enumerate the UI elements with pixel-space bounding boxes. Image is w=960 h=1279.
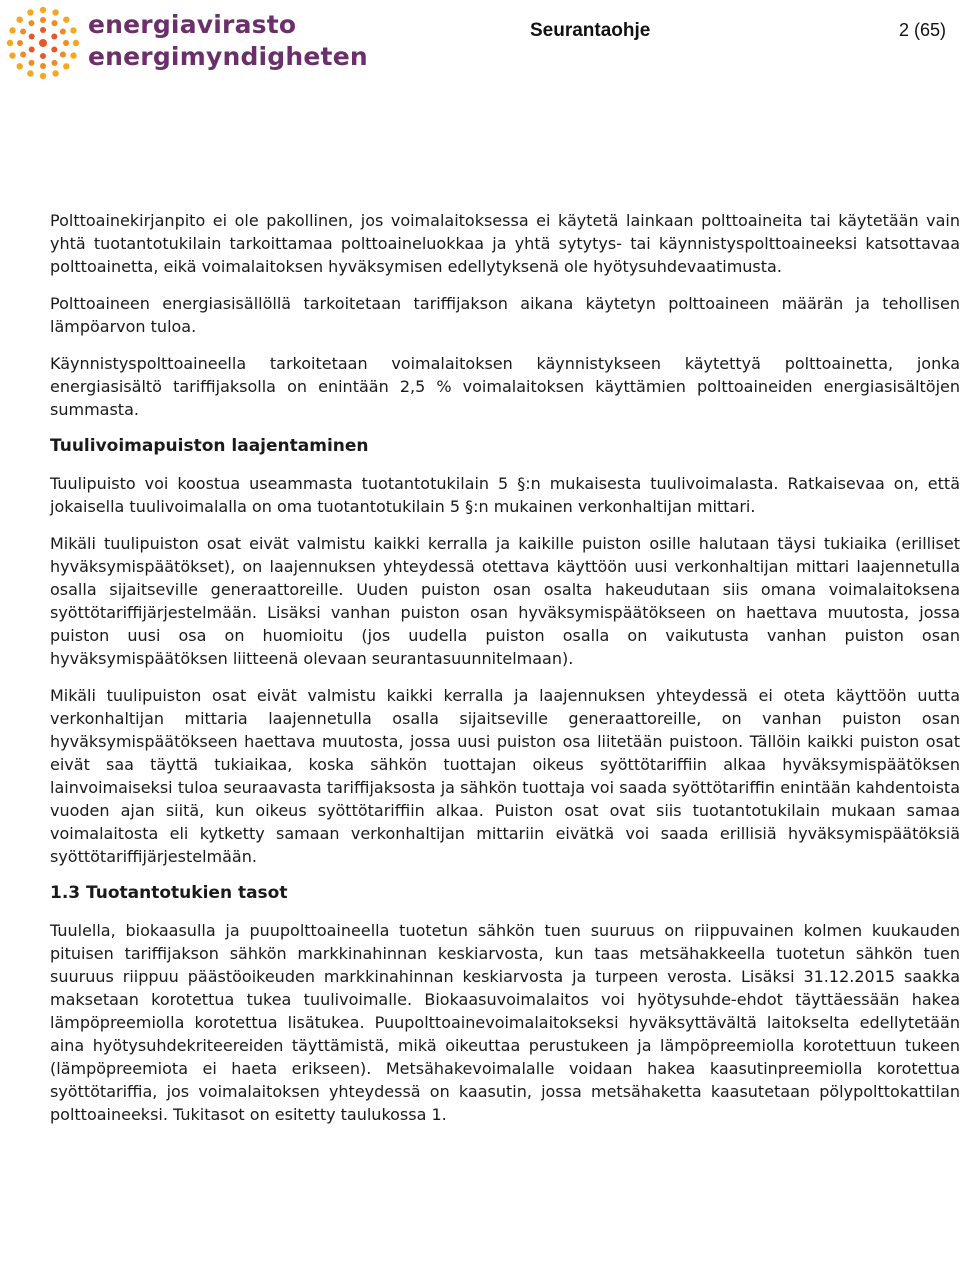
- document-body: [50, 209, 960, 1140]
- heading-wind-park-expansion: Tuulivoimapuiston laajentaminen: [50, 436, 369, 456]
- paragraph-fuel-energy-content: Polttoaineen energiasisällöllä tarkoitetaan tariffijakson aikana käytetyn polttoaineen määrän ja tehollisen lämpöarvon tuloa.: [50, 294, 960, 336]
- energiavirasto-logo: [4, 4, 368, 82]
- page-number: 2 (65): [898, 20, 946, 40]
- document-title: Seurantaohje: [530, 20, 651, 41]
- paragraph-startup-fuel: Käynnistyspolttoaineella tarkoitetaan voimalaitoksen käynnistykseen käytettyä polttoainetta, jonka energiasisältö tariffijaksolla on enintään 2,5 % voimalaitoksen käyttämien polttoaineiden energiasisältöjen summasta.: [50, 354, 960, 419]
- paragraph-support-levels: Tuulella, biokaasulla ja puupolttoaineella tuotetun sähkön tuen suuruus on riippuvainen kolmen kuukauden pituisen tariffijakson sähkön markkinahinnan keskiarvosta, kun taas metsähakkeella tuotetun sähkön tuen suuruus riippuu päästöoikeuden markkinahinnan keskiarvosta ja turpeen verosta. Lisäksi 31.12.2015 saakka maksetaan korotettua tukea tuulivoimalle. Biokaasuvoimalaitos voi hyötysuhde-ehdot täyttäessään hakea lämpöpreemiolla korotettua lisätukea. Puupolttoainevoimalaitokseksi hyväksyttävältä laitokselta edellytetään aina hyötysuhdekriteereiden täyttämistä, mikä oikeuttaa perustukeen ja lämpöpreemiolla korotettuun tukeen (lämpöpreemiota ei haeta erikseen). Metsähakevoimalalle voidaan hakea kaasutinpreemiolla korotettua syöttötariffia, jos voimalaitoksen yhteydessä on kaasutin, jossa metsähaketta kaasutetaan pölypolttokattilan polttoaineeksi. Tukitasot on esitetty taulukossa 1.: [50, 921, 960, 1124]
- paragraph-separate-decisions: Mikäli tuulipuiston osat eivät valmistu kaikki kerralla ja kaikille puiston osille halutaan täysi tukiaika (erilliset hyväksymispäätökset), on laajennuksen yhteydessä otettava käyttöön uusi verkonhaltijan mittari laajennetulla osalla sijaitseville generaattoreille. Uuden puiston osan osalta hakeudutaan siis omana voimalaitoksena syöttötariffijärjestelmään. Lisäksi vanhan puiston osan hyväksymispäätökseen on haettava muutosta, jossa puiston uusi osa on huomioitu (jos uudella puiston osalla on vaikutusta vanhan puiston osan hyväksymispäätöksen liitteenä olevaan seurantasuunnitelmaan).: [50, 534, 960, 668]
- paragraph-fuel-accounting: Polttoainekirjanpito ei ole pakollinen, jos voimalaitoksessa ei käytetä lainkaan polttoaineita tai käytetään vain yhtä tuotantotukilain tarkoittamaa polttoaineluokkaa ja yhtä sytytys- tai käynnistyspolttoaineeksi katsottavaa polttoainetta, eikä voimalaitoksen hyväksymisen edellytyksenä ole hyötysuhdevaatimusta.: [50, 211, 960, 276]
- page-header: [0, 0, 960, 90]
- paragraph-joined-park: Mikäli tuulipuiston osat eivät valmistu kaikki kerralla ja laajennuksen yhteydessä ei oteta käyttöön uutta verkonhaltijan mittaria laajennetulla osalla sijaitseville generaattoreille, on vanhan puiston osan hyväksymispäätökseen haettava muutosta, jossa uusi puiston osa liitetään puistoon. Tällöin kaikki puiston osat eivät saa täyttä tukiaikaa, koska sähkön tuottajan oikeus syöttötariffiin alkaa hyväksymispäätöksen lainvoimaiseksi tuloa seuraavasta tariffijaksosta ja sähkön tuottaja voi saada syöttötariffin enintään kahdentoista vuoden ajan siitä, kun oikeus syöttötariffiin alkaa. Puiston osat ovat siis tuotantotukilain mukaan samaa voimalaitosta eli kytketty samaan verkonhaltijan mittariin eivätkä voi saada erillisiä hyväksymispäätöksiä syöttötariffijärjestelmään.: [50, 686, 960, 866]
- sun-logo-icon: [4, 4, 82, 82]
- logo-text-finnish: energiavirasto: [88, 10, 297, 39]
- paragraph-wind-park-composition: Tuulipuisto voi koostua useammasta tuotantotukilain 5 §:n mukaisesta tuulivoimalasta. Ratkaisevaa on, että jokaisella tuulivoimalalla on oma tuotantotukilain 5 §:n mukainen verkonhaltijan mittari.: [50, 474, 960, 516]
- section-heading-support-levels: 1.3 Tuotantotukien tasot: [50, 883, 288, 903]
- logo-text-swedish: energimyndigheten: [88, 42, 368, 71]
